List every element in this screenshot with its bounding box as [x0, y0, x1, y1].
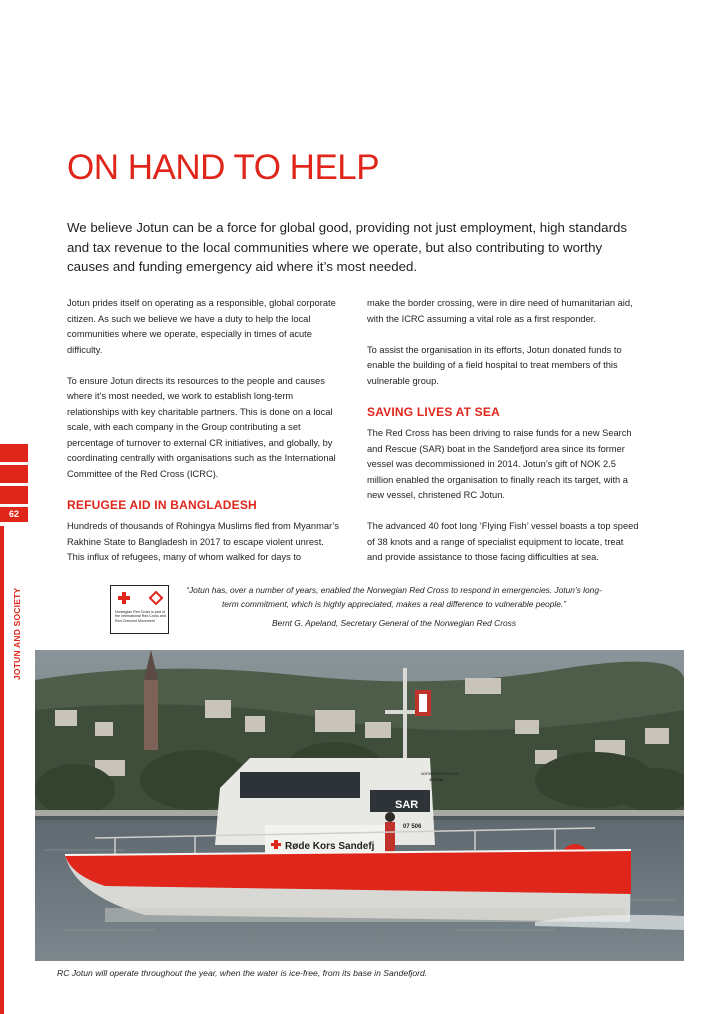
- sar-text: SAR: [395, 799, 419, 811]
- body-paragraph: Jotun prides itself on operating as a responsible, global corporate citizen. As such we believe we have a duty to help the local communities where we operate, especially in times of acute difficulty.: [67, 298, 336, 355]
- photo-caption: RC Jotun will operate throughout the year, when the water is ice-free, from its base in Sandefjord.: [57, 968, 428, 978]
- body-paragraph: To ensure Jotun directs its resources to the people and causes where it’s most needed, we work to establish long-term relationships with key charitable partners. This is done on a local scale, with each company in the Group contributing a set percentage of turnover to external CR initiatives, and globally, by coordinating centrally with organisations such as the International Committee of the Red Cross (ICRC).: [67, 375, 336, 479]
- body-paragraph: The Red Cross has been driving to raise funds for a new Search and Rescue (SAR) boat in the Sandefjord area since its former vessel was decommissioned in 2014. Jotun’s gift of NOK 2.5 million enabled the organisation to finally reach its target, with a new vessel, christened RC Jotun.: [367, 428, 632, 500]
- rescue-boat-photo: [35, 650, 684, 961]
- left-column: [67, 296, 339, 581]
- quote-attribution: Bernt G. Apeland, Secretary General of the Norwegian Red Cross: [271, 618, 517, 628]
- hull-small-text: NORWEGIAN SEA SAR: [421, 772, 459, 776]
- section-label-text: JOTUN AND SOCIETY: [12, 587, 22, 680]
- lead-paragraph: We believe Jotun can be a force for global good, providing not just employment, high standards and tax revenue to the local communities where we operate, but also contributing to worthy causes and funding emergency aid where it’s most needed.: [67, 220, 628, 274]
- section-heading-saving-lives: SAVING LIVES AT SEA: [367, 404, 500, 419]
- logo-text: Norwegian Red Cross is part of the International Red Cross and Red Crescent Movement: [115, 610, 166, 623]
- section-heading-refugee-aid: REFUGEE AID IN BANGLADESH: [67, 497, 257, 512]
- quote-block: [108, 583, 608, 643]
- side-tab-block: [0, 444, 28, 462]
- rescue-boat-illustration: [35, 650, 684, 961]
- side-tab-block: [0, 465, 28, 483]
- side-red-line: [0, 526, 4, 1014]
- page-number: 62: [0, 507, 28, 522]
- reg-text: 07 506: [403, 824, 422, 830]
- body-paragraph: make the border crossing, were in dire need of humanitarian aid, with the ICRC assuming a vital role as a first responder.: [367, 298, 633, 324]
- body-paragraph: To assist the organisation in its efforts, Jotun donated funds to enable the building of a field hospital to treat members of this vulnerable group.: [367, 344, 622, 386]
- red-cross-emblems-icon: [111, 590, 167, 608]
- red-cross-logo: [110, 585, 169, 634]
- body-paragraph: Hundreds of thousands of Rohingya Muslims fled from Myanmar’s Rakhine State to Bangladesh in 2017 to escape violent unrest. This influx of refugees, many of whom walked for days to: [67, 521, 339, 562]
- hull-small-text-2: JOTUN: [429, 777, 443, 782]
- page-title: ON HAND TO HELP: [67, 148, 380, 187]
- quote-text: “Jotun has, over a number of years, enabled the Norwegian Red Cross to respond in emergencies. Jotun’s long-term commitment, which is highly appreciated, makes a real difference to vulnerable people.”: [186, 585, 602, 609]
- boat-name-text: Røde Kors Sandefj: [285, 841, 375, 852]
- side-tab-block: [0, 486, 28, 504]
- body-paragraph: The advanced 40 foot long ‘Flying Fish’ vessel boasts a top speed of 38 knots and a range of specialist equipment to locate, treat and provide assistance to those facing difficulties at sea.: [367, 521, 639, 562]
- section-label: [12, 580, 24, 680]
- right-column: [367, 296, 639, 581]
- side-tab-strip: [0, 444, 28, 522]
